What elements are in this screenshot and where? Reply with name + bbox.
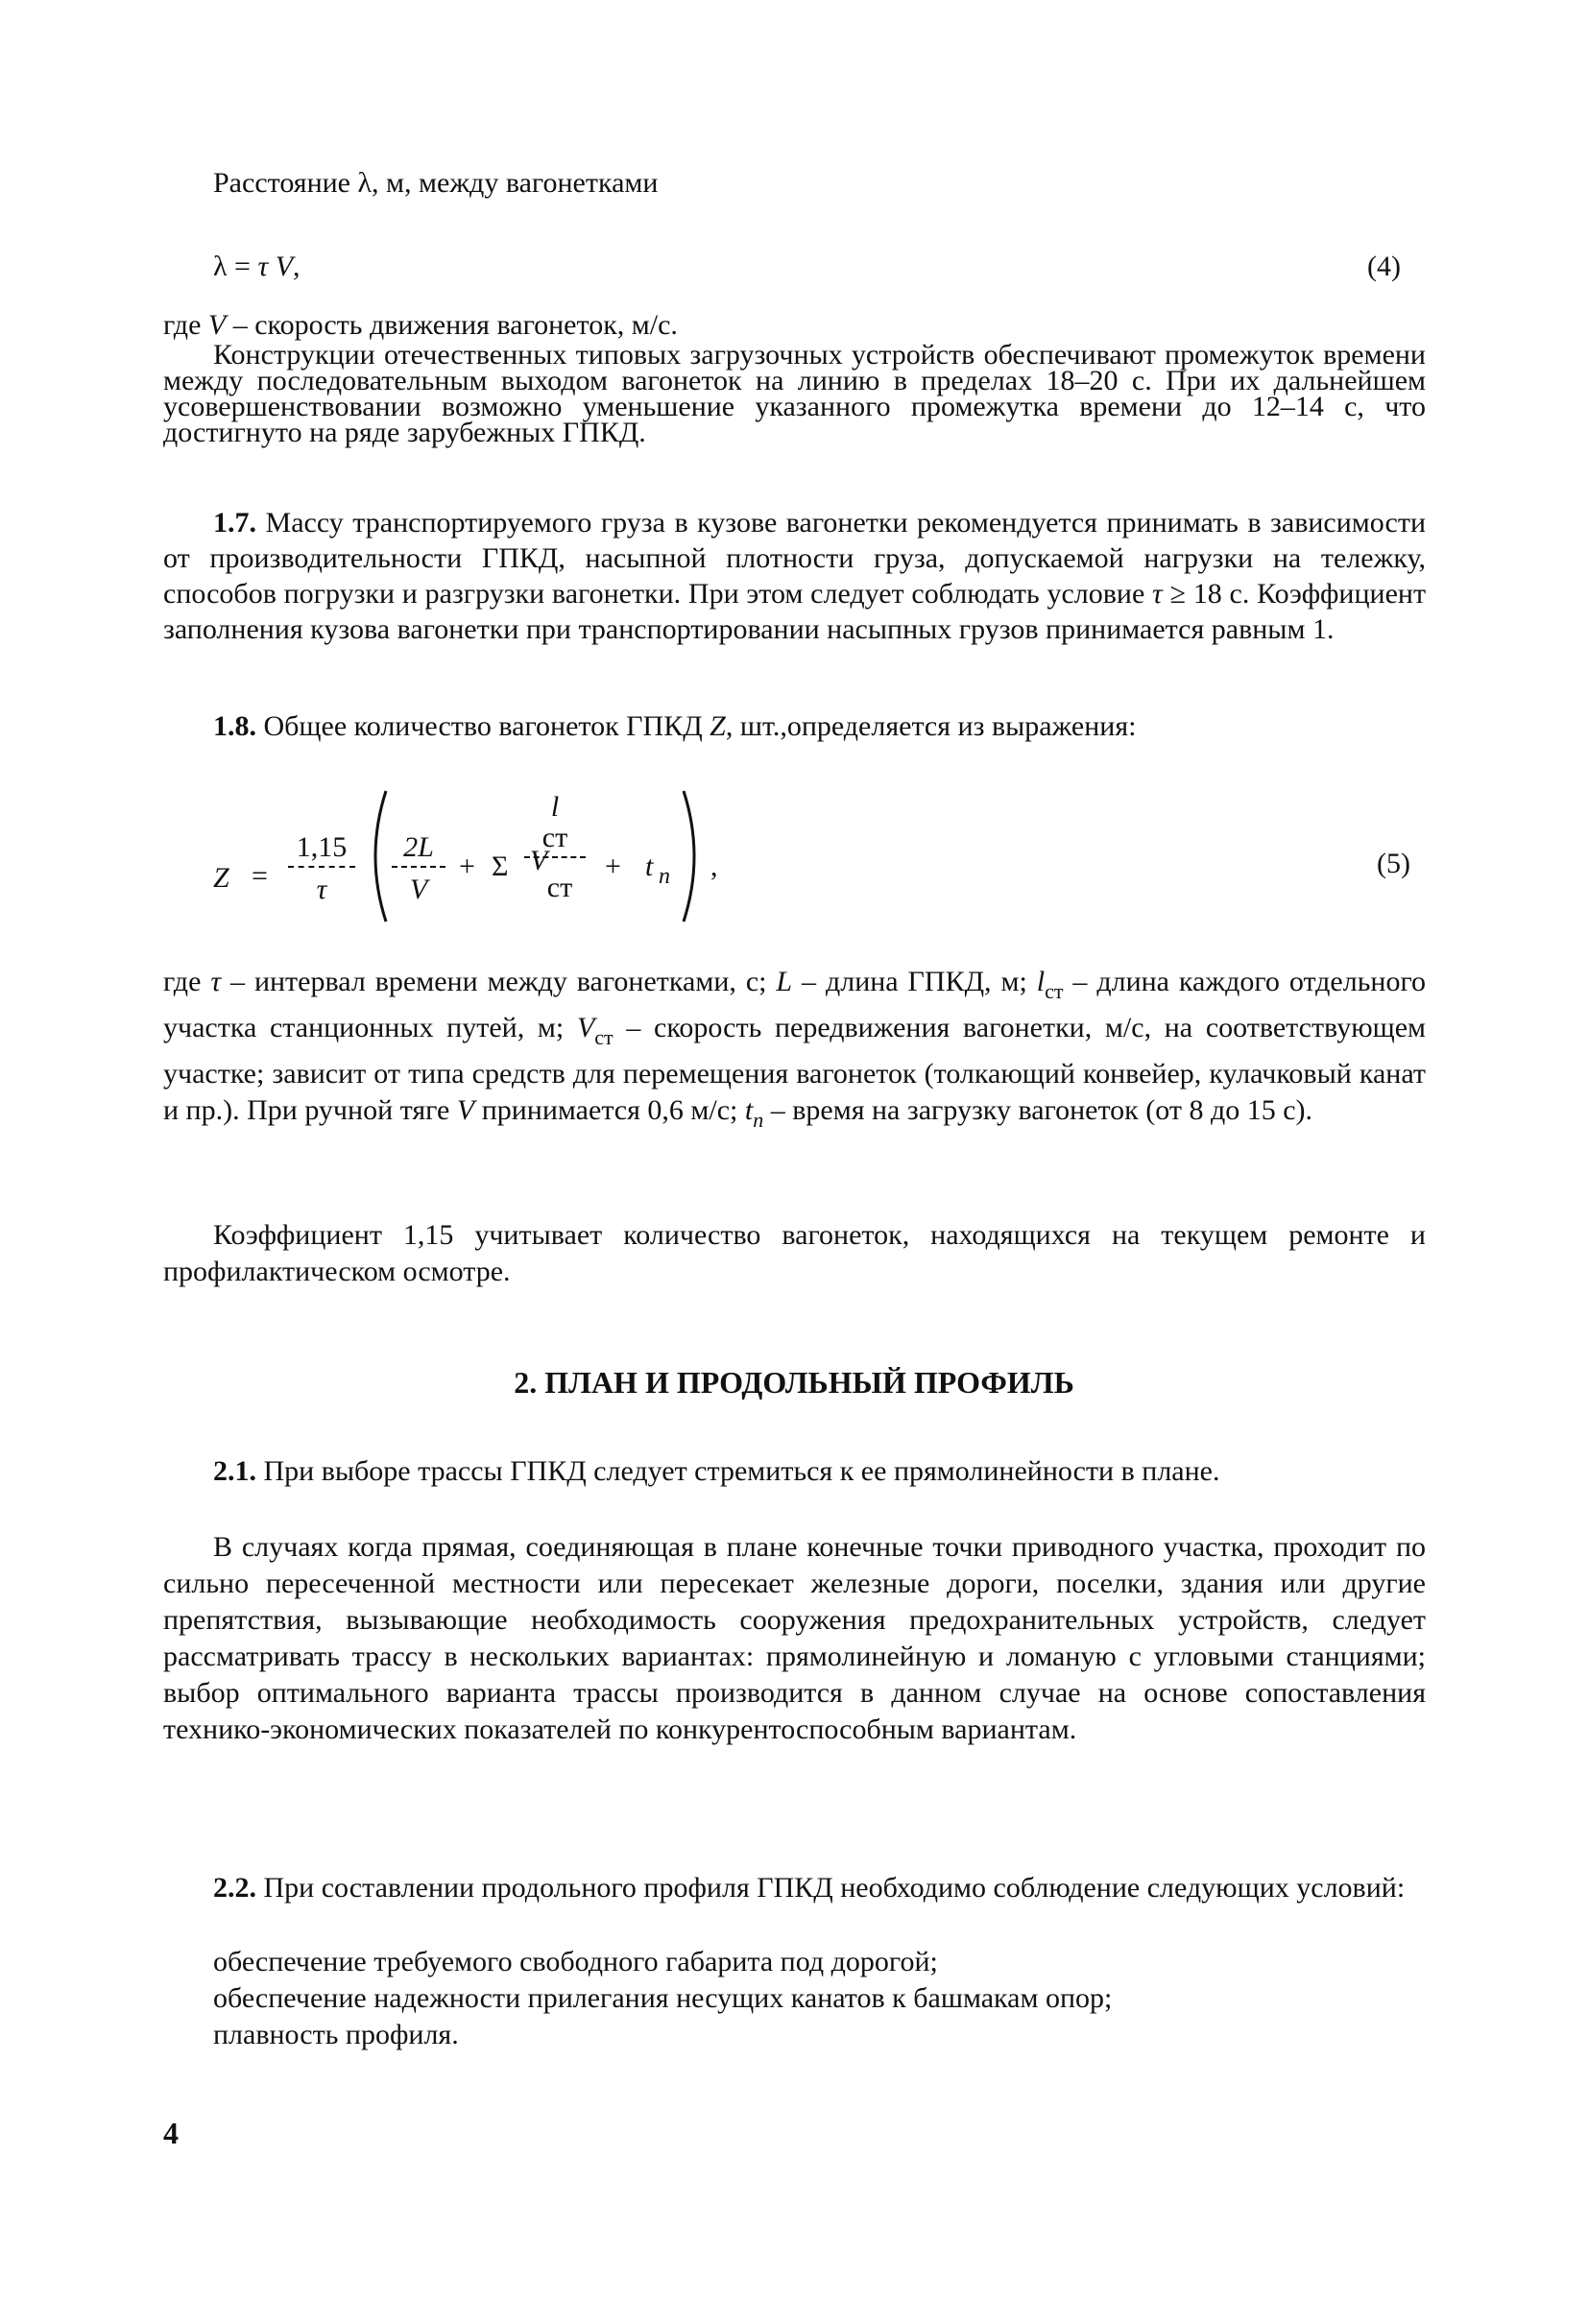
eq5-t: t (645, 851, 654, 882)
where-eq5-paragraph (163, 964, 1426, 1138)
p18-text-2: , шт.,определяется из выражения: (725, 710, 1137, 742)
where5-text-5: принимается 0,6 м/с; (481, 1094, 738, 1126)
eq5-sigma: Σ (492, 851, 509, 882)
eq5-plus-2: + (605, 851, 621, 882)
where-v-text: – скорость движения вагонеток, м/с. (232, 309, 678, 341)
eq5-left-paren (361, 789, 390, 923)
eq5-st-top: ст (541, 822, 568, 853)
where5-l-lower: l (1036, 966, 1046, 997)
p22-text: При составлении продольного профиля ГПКД необходимо соблюдение следующих условий: (263, 1872, 1406, 1904)
eq4-equals: = (234, 251, 251, 282)
section-number-2-1: 2.1. (213, 1455, 256, 1487)
where5-text-6: – время на загрузку вагонеток (от 8 до 15 с). (770, 1094, 1313, 1126)
paragraph-2-2 (163, 1870, 1426, 1906)
where5-st-2: ст (594, 1025, 614, 1049)
eq5-v-st: V (529, 845, 548, 876)
paragraph-coefficient: Коэффициент 1,15 учитывает количество вагонеток, находящихся на текущем ремонте и профилактическом осмотре. (163, 1219, 1426, 1287)
where-v-line (163, 307, 1411, 343)
section-number-1-8: 1.8. (213, 710, 256, 742)
eq5-st-bottom: ст (546, 872, 573, 903)
where5-text-1: – интервал времени между вагонетками, с; (230, 966, 767, 997)
where-v-var: V (207, 309, 227, 341)
where5-text-4: – скорость передвижения вагонетки, м/с, на соответствующем участке; зависит от типа средств для перемещения вагонеток (толкающий конвейер, кулачковый канат и пр.). При ручной тяге (163, 1012, 1427, 1126)
where5-v: V (576, 1012, 595, 1043)
where-v-prefix: где (163, 309, 202, 341)
eq5-fraction-bar-1 (288, 866, 355, 868)
paragraph-constructions: Конструкции отечественных типовых загрузочных устройств обеспечивают промежуток времени между последовательным выходом вагонеток на линию в пределах 18–20 с. При их дальнейшем усовершенствовании возможно уменьшение указанного промежутка времени до 12–14 с, что достигнуто на ряде зарубежных ГПКД. (163, 339, 1426, 448)
equation-4 (213, 251, 301, 283)
paragraph-cases: В случаях когда прямая, соединяющая в плане конечные точки приводного участка, проходит по сильно пересеченной местности или пересекает железные дороги, поселки, здания или другие препятствия, вызывающие необходимость сооружения предохранительных устройств, следует рассматривать трассу в нескольких вариантах: прямолинейную и ломаную с угловыми станциями; выбор оптимального варианта трассы производится в данном случае на основе сопоставления технико-экономических показателей по конкурентоспособным вариантам. (163, 1531, 1426, 1745)
section-heading-2: 2. ПЛАН И ПРОДОЛЬНЫЙ ПРОФИЛЬ (514, 1365, 1074, 1400)
eq5-v: V (409, 874, 428, 905)
eq5-right-paren (680, 789, 709, 923)
paragraph-1-7 (163, 505, 1426, 647)
p17-text-2: Коэффициент заполнения кузова вагонетки при транспортировании насыпных грузов принимается равным 1. (163, 578, 1427, 645)
equation-4-number: (4) (1367, 251, 1401, 282)
where5-t: t (744, 1094, 754, 1126)
eq4-lambda: λ (213, 251, 228, 282)
where5-text-2: – длина ГПКД, м; (802, 966, 1027, 997)
eq4-tau: τ (257, 251, 269, 282)
where5-st-1: ст (1045, 979, 1064, 1003)
paragraph-2-1 (163, 1453, 1426, 1490)
eq4-v: V (275, 251, 294, 282)
eq5-n: n (659, 864, 670, 889)
intro-line: Расстояние λ, м, между вагонетками (213, 167, 659, 199)
p18-text-1: Общее количество вагонеток ГПКД (263, 710, 703, 742)
list-item: обеспечение требуемого свободного габарита под дорогой; (213, 1946, 938, 1977)
list-item: обеспечение надежности прилегания несущих канатов к башмакам опор; (213, 1982, 1113, 2014)
p18-var-z: Z (710, 710, 726, 742)
eq5-tau: τ (316, 874, 327, 905)
list-item: плавность профиля. (213, 2019, 459, 2050)
eq5-plus-1: + (459, 851, 475, 882)
p17-text-1: Массу транспортируемого груза в кузове вагонетки рекомендуется принимать в зависимости от производительности ГПКД, насыпной плотности груза, допускаемой нагрузки на тележку, способов погрузки и разгрузки вагонетки. При этом следует соблюдать условие (163, 507, 1427, 610)
eq5-fraction-bar-2 (392, 866, 445, 868)
eq4-comma: , (293, 251, 301, 282)
eq5-2l: 2L (403, 831, 434, 863)
where5-l-upper: L (776, 966, 793, 997)
p17-condition-var: τ (1152, 578, 1163, 610)
section-number-1-7: 1.7. (213, 507, 256, 539)
where5-prefix: где (163, 966, 202, 997)
where5-tau: τ (210, 966, 222, 997)
page-number: 4 (163, 2116, 179, 2150)
eq5-coefficient: 1,15 (296, 831, 348, 863)
eq5-z: Z (213, 862, 229, 894)
p21-text: При выборе трассы ГПКД следует стремиться к ее прямолинейности в плане. (263, 1455, 1220, 1487)
where5-text-3: – длина каждого отдельного участка станционных путей, м; (163, 966, 1427, 1043)
equation-5 (192, 768, 1440, 941)
eq5-comma: , (710, 851, 718, 882)
eq5-l: l (550, 791, 560, 823)
where5-v-2: V (456, 1094, 475, 1126)
p17-condition: ≥ 18 с. (1169, 578, 1250, 610)
equation-5-number: (5) (1377, 848, 1410, 879)
section-number-2-2: 2.2. (213, 1872, 256, 1904)
eq5-equals: = (252, 860, 268, 892)
paragraph-1-8 (163, 708, 1426, 745)
where5-n: n (753, 1108, 764, 1132)
